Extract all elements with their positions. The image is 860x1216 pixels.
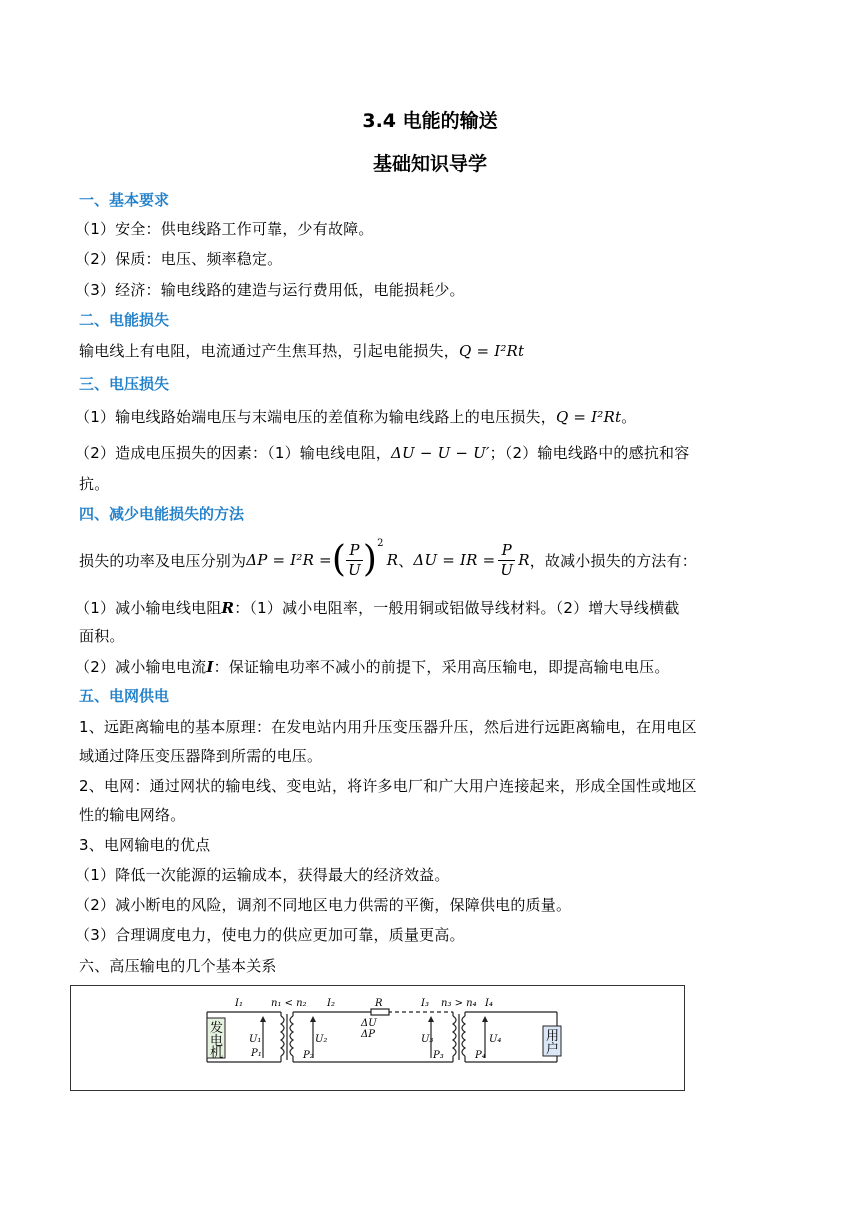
label-u2: U₂ <box>315 1034 328 1045</box>
s1-item-2: （2）保质：电压、频率稳定。 <box>75 250 283 268</box>
s4-square-exp: 2 <box>377 538 384 549</box>
label-dp: ΔP <box>361 1029 375 1040</box>
s3-item-2-text-b: ；（2）输电线路中的感抗和容 <box>489 444 690 462</box>
label-p1: P₁ <box>251 1048 262 1059</box>
s4-paren-left: ( <box>331 539 347 580</box>
s5-p1-b: 域通过降压变压器降到所需的电压。 <box>79 747 323 765</box>
s4-formula-r: R <box>386 551 399 569</box>
s4-sep: 、 <box>398 551 414 570</box>
section-6-heading: 六、高压输电的几个基本关系 <box>79 957 277 975</box>
transformer-2-primary <box>453 1016 456 1056</box>
label-i3: I₃ <box>421 998 429 1009</box>
s4-formula-du: ΔU = IR = <box>413 551 496 569</box>
transmission-diagram-frame <box>70 985 685 1091</box>
s4-item-1-var: R <box>221 599 235 617</box>
label-u4: U₄ <box>489 1034 502 1045</box>
s2-formula: Q = I²Rt <box>459 342 525 360</box>
s4-fraction-pu <box>346 541 363 580</box>
document-title: 3.4 电能的输送 <box>362 110 498 132</box>
s5-item-1: （1）降低一次能源的运输成本，获得最大的经济效益。 <box>75 866 450 884</box>
s4-lead: 损失的功率及电压分别为 <box>79 551 247 570</box>
s4-frac2-den: U <box>500 560 514 579</box>
s1-item-3: （3）经济：输电线路的建造与运行费用低，电能损耗少。 <box>75 281 465 299</box>
label-i4: I₄ <box>485 998 493 1009</box>
label-ratio-1: n₁ < n₂ <box>271 998 307 1009</box>
transformer-1-primary <box>281 1016 284 1056</box>
s5-item-3: （3）合理调度电力，使电力的供应更加可靠，质量更高。 <box>75 926 465 944</box>
generator-label-3: 机 <box>210 1046 224 1061</box>
document-subtitle: 基础知识导学 <box>372 153 487 175</box>
s1-item-1: （1）安全：供电线路工作可靠，少有故障。 <box>75 220 374 238</box>
section-5-heading: 五、电网供电 <box>79 687 170 705</box>
s4-frac-den: U <box>348 560 361 579</box>
s4-item-2-a: （2）减小输电电流 <box>75 658 207 676</box>
s3-item-2-cont: 抗。 <box>79 475 110 493</box>
label-r: R <box>375 998 383 1009</box>
s4-item-1 <box>75 597 680 618</box>
s3-item-2-formula: ΔU − U − U′ <box>391 444 490 462</box>
generator-label-2: 电 <box>210 1034 224 1049</box>
user-label-1: 用 <box>546 1029 560 1044</box>
label-ratio-2: n₃ > n₄ <box>441 998 477 1009</box>
s4-item-1-a: （1）减小输电线电阻 <box>75 599 222 617</box>
s2-paragraph <box>79 340 524 361</box>
section-3-heading: 三、电压损失 <box>79 375 170 393</box>
section-1-heading: 一、基本要求 <box>79 191 170 209</box>
s4-tail: ，故减小损失的方法有： <box>529 551 697 570</box>
label-p2: P₂ <box>303 1050 314 1061</box>
section-4-heading: 四、减少电能损失的方法 <box>79 505 245 523</box>
s4-item-2 <box>75 656 670 677</box>
s4-formula-line <box>79 536 697 584</box>
label-u3: U₃ <box>421 1034 434 1045</box>
s4-formula-r2: R <box>518 551 530 569</box>
s4-item-1-b: ：（1）减小电阻率，一般用铜或铝做导线材料。（2）增大导线横截 <box>234 599 680 617</box>
s4-fraction-pu-2 <box>498 541 515 580</box>
transformer-2-secondary <box>462 1016 465 1056</box>
s2-text: 输电线上有电阻，电流通过产生焦耳热，引起电能损失， <box>79 342 460 360</box>
s5-p2-b: 性的输电网络。 <box>79 806 186 824</box>
s4-item-1-cont: 面积。 <box>79 627 125 645</box>
label-i1: I₁ <box>235 998 243 1009</box>
s5-p2-a: 2、电网：通过网状的输电线、变电站，将许多电厂和广大用户连接起来，形成全国性或地区 <box>79 777 697 795</box>
transformer-1-secondary <box>290 1016 293 1056</box>
label-p4: P₄ <box>475 1050 486 1061</box>
s3-item-1 <box>75 406 636 427</box>
label-i2: I₂ <box>327 998 335 1009</box>
s4-paren-right: ) <box>362 539 378 580</box>
s3-item-2 <box>75 442 689 463</box>
resistor-r <box>371 1009 389 1015</box>
transmission-diagram <box>71 986 684 1090</box>
s4-item-2-b: ：保证输电功率不减小的前提下，采用高压输电，即提高输电电压。 <box>213 658 670 676</box>
label-p3: P₃ <box>433 1050 444 1061</box>
generator-label-1: 发 <box>210 1021 224 1036</box>
user-label-2: 户 <box>546 1042 560 1057</box>
section-2-heading: 二、电能损失 <box>79 311 170 329</box>
s3-item-1-formula: Q = I²Rt <box>555 408 622 426</box>
s4-frac2-num: P <box>498 541 515 561</box>
s5-item-2: （2）减小断电的风险，调剂不同地区电力供需的平衡，保障供电的质量。 <box>75 896 572 914</box>
s4-formula-dp: ΔP = I²R = <box>246 551 332 569</box>
s3-item-2-text-a: （2）造成电压损失的因素：（1）输电线电阻， <box>75 444 391 462</box>
s5-p1-a: 1、远距离输电的基本原理：在发电站内用升压变压器升压，然后进行远距离输电，在用电区 <box>79 718 697 736</box>
s3-item-1-text: （1）输电线路始端电压与末端电压的差值称为输电线路上的电压损失， <box>75 408 556 426</box>
s5-p3: 3、电网输电的优点 <box>79 836 211 854</box>
s4-frac-num: P <box>346 541 363 561</box>
label-du: ΔU <box>361 1018 377 1029</box>
s4-item-2-var: I <box>206 658 214 676</box>
label-u1: U₁ <box>249 1034 262 1045</box>
s3-item-1-end: 。 <box>621 408 637 426</box>
